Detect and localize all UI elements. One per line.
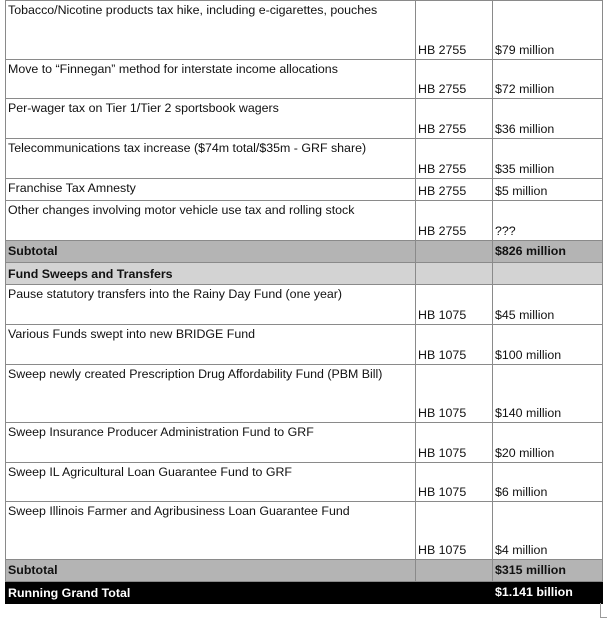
grand-total-row <box>6 582 603 604</box>
bill-cell <box>416 263 493 285</box>
amount-cell: $4 million <box>493 502 603 560</box>
section-header-row <box>6 263 603 285</box>
table-row <box>6 1 603 60</box>
revenue-table-body <box>6 1 603 604</box>
amount-cell: $72 million <box>493 60 603 99</box>
description-cell: Per-wager tax on Tier 1/Tier 2 sportsbook wagers <box>6 99 416 139</box>
description-cell: Sweep Insurance Producer Administration Fund to GRF <box>6 423 416 463</box>
bill-cell <box>416 582 493 604</box>
amount-cell: $45 million <box>493 285 603 325</box>
amount-cell: $79 million <box>493 1 603 60</box>
bill-cell <box>416 560 493 582</box>
bill-cell: HB 1075 <box>416 502 493 560</box>
bill-cell: HB 1075 <box>416 423 493 463</box>
bill-cell: HB 1075 <box>416 285 493 325</box>
revenue-table <box>5 0 603 604</box>
amount-cell: $100 million <box>493 325 603 365</box>
amount-cell: $5 million <box>493 179 603 201</box>
bill-cell: HB 1075 <box>416 325 493 365</box>
table-row <box>6 99 603 139</box>
subtotal-row <box>6 241 603 263</box>
table-row <box>6 423 603 463</box>
amount-cell: $36 million <box>493 99 603 139</box>
bill-cell: HB 1075 <box>416 463 493 502</box>
description-cell: Sweep IL Agricultural Loan Guarantee Fund to GRF <box>6 463 416 502</box>
bill-cell <box>416 241 493 263</box>
table-corner-mark <box>600 603 607 618</box>
amount-cell <box>493 263 603 285</box>
description-cell: Telecommunications tax increase ($74m total/$35m - GRF share) <box>6 139 416 179</box>
description-cell: Franchise Tax Amnesty <box>6 179 416 201</box>
table-row <box>6 179 603 201</box>
bill-cell: HB 2755 <box>416 139 493 179</box>
description-cell: Running Grand Total <box>6 582 416 604</box>
amount-cell: $140 million <box>493 365 603 423</box>
description-cell: Sweep newly created Prescription Drug Affordability Fund (PBM Bill) <box>6 365 416 423</box>
amount-cell: $826 million <box>493 241 603 263</box>
description-cell: Move to “Finnegan” method for interstate income allocations <box>6 60 416 99</box>
amount-cell: $35 million <box>493 139 603 179</box>
bill-cell: HB 2755 <box>416 201 493 241</box>
description-cell: Pause statutory transfers into the Rainy Day Fund (one year) <box>6 285 416 325</box>
table-row <box>6 60 603 99</box>
table-row <box>6 325 603 365</box>
description-cell: Sweep Illinois Farmer and Agribusiness Loan Guarantee Fund <box>6 502 416 560</box>
bill-cell: HB 2755 <box>416 99 493 139</box>
table-row <box>6 201 603 241</box>
description-cell: Subtotal <box>6 241 416 263</box>
bill-cell: HB 1075 <box>416 365 493 423</box>
bill-cell: HB 2755 <box>416 60 493 99</box>
description-cell: Subtotal <box>6 560 416 582</box>
table-row <box>6 365 603 423</box>
table-row <box>6 285 603 325</box>
table-row <box>6 139 603 179</box>
table-row <box>6 502 603 560</box>
bill-cell: HB 2755 <box>416 1 493 60</box>
amount-cell: $6 million <box>493 463 603 502</box>
subtotal-row <box>6 560 603 582</box>
description-cell: Various Funds swept into new BRIDGE Fund <box>6 325 416 365</box>
amount-cell: ??? <box>493 201 603 241</box>
bill-cell: HB 2755 <box>416 179 493 201</box>
amount-cell: $315 million <box>493 560 603 582</box>
description-cell: Other changes involving motor vehicle use tax and rolling stock <box>6 201 416 241</box>
amount-cell: $20 million <box>493 423 603 463</box>
amount-cell: $1.141 billion <box>493 582 603 604</box>
description-cell: Tobacco/Nicotine products tax hike, including e-cigarettes, pouches <box>6 1 416 60</box>
table-row <box>6 463 603 502</box>
description-cell: Fund Sweeps and Transfers <box>6 263 416 285</box>
